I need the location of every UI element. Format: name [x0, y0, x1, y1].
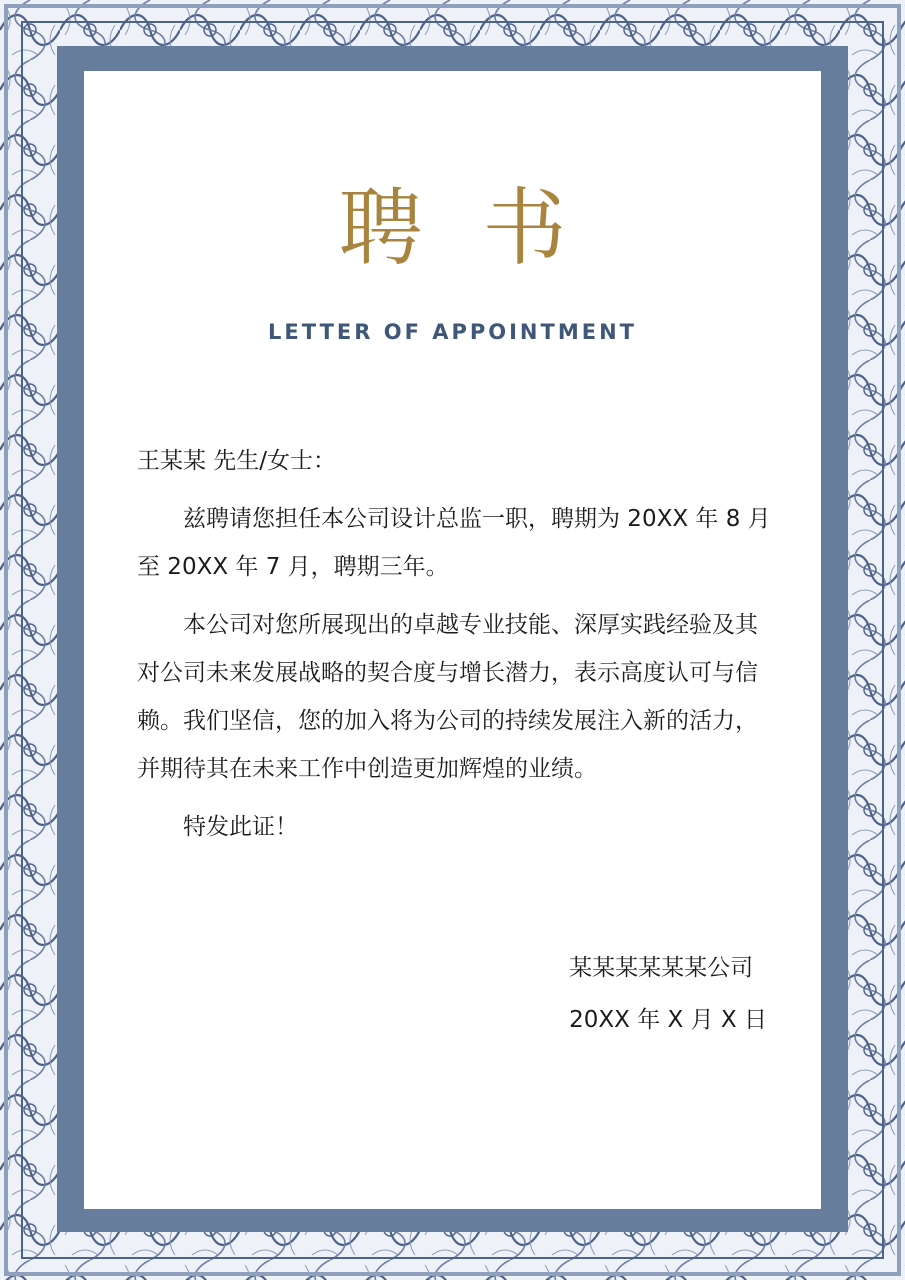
company-name: 某某某某某某公司 [569, 955, 754, 981]
paragraph-recognition: 本公司对您所展现出的卓越专业技能、深厚实践经验及其对公司未来发展战略的契合度与增长潜力，表示高度认可与信赖。我们坚信，您的加入将为公司的持续发展注入新的活力，并期待其在未来工作中创造更加辉煌的业绩。 [137, 612, 758, 782]
paragraph-closing: 特发此证！ [183, 814, 298, 840]
signature-block [569, 942, 767, 1046]
paragraph-appointment: 兹聘请您担任本公司设计总监一职，聘期为 20XX 年 8 月至 20XX 年 7 月，聘期三年。 [137, 506, 771, 580]
salutation: 王某某 先生/女士： [137, 448, 337, 474]
page-subtitle: LETTER OF APPOINTMENT [268, 320, 637, 344]
issue-date: 20XX 年 X 月 X 日 [569, 1007, 767, 1033]
letter-body [137, 437, 777, 861]
page-title: 聘书 [338, 179, 627, 277]
